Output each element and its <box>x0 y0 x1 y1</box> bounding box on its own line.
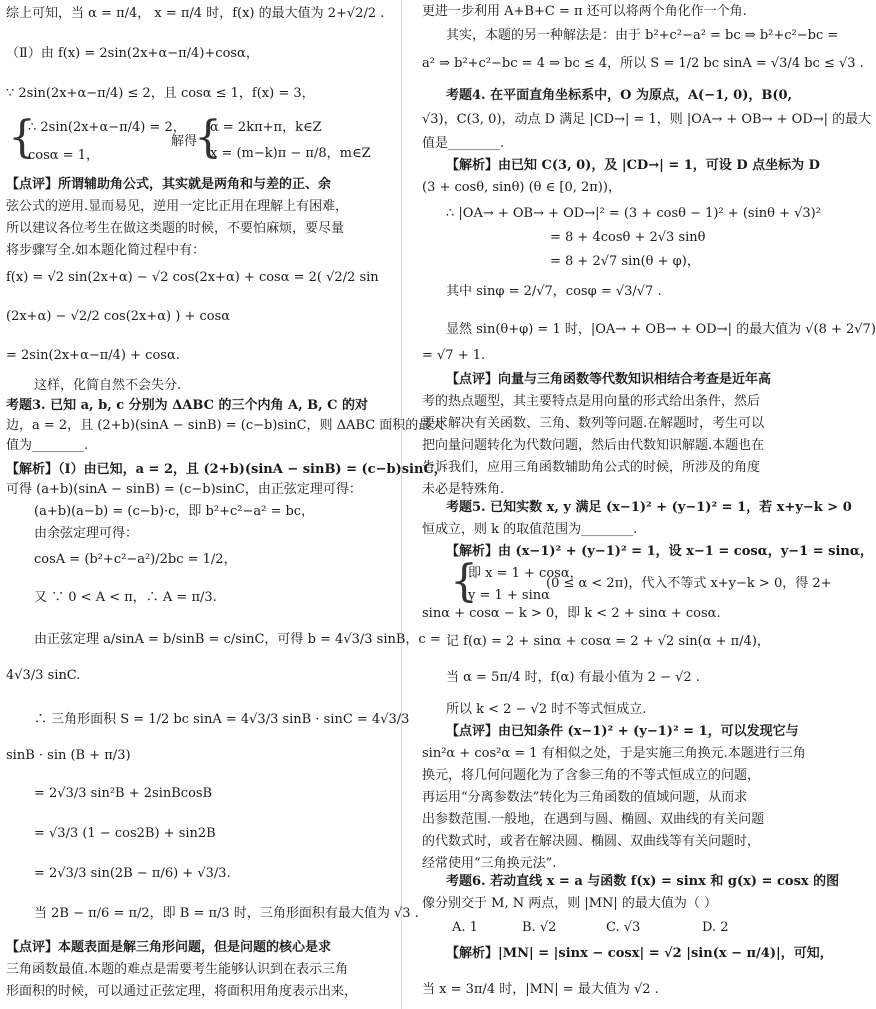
text-line: α = 2kπ+π，k∈Z <box>210 120 322 135</box>
problem-heading: 考题5. 已知实数 x, y 满足 (x−1)² + (y−1)² = 1，若 x+y−k > 0 <box>446 500 852 515</box>
text-line: 当 2B − π/6 = π/2，即 B = π/3 时，三角形面积有最大值为 √3 . <box>34 906 419 921</box>
option-c: C. √3 <box>606 920 641 935</box>
text-line: x = (m−k)π − π/8，m∈Z <box>210 146 371 161</box>
problem-heading: 考题4. 在平面直角坐标系中，O 为原点，A(−1, 0)，B(0, <box>446 88 793 103</box>
brace-symbol: { <box>450 556 478 607</box>
text-line: 的代数式时，或者在解决圆、椭圆、双曲线等有关问题时， <box>422 834 761 849</box>
text-line: 更进一步利用 A+B+C = π 还可以将两个角化作一个角. <box>422 4 747 19</box>
text-line: 要求解决有关函数、三角、数列等问题.在解题时，考生可以 <box>422 416 765 431</box>
text-line: 未必是特殊角. <box>422 482 505 497</box>
comment-heading: 【点评】由已知条件 (x−1)² + (y−1)² = 1，可以发现它与 <box>446 724 799 739</box>
text-line: 值是________. <box>422 136 505 151</box>
text-line: (a+b)(a−b) = (c−b)·c，即 b²+c²−a² = bc， <box>34 504 315 519</box>
brace-symbol: { <box>8 112 36 163</box>
column-divider <box>401 0 402 1009</box>
text-line: 由余弦定理可得： <box>34 526 139 541</box>
text-line: y = 1 + sinα <box>468 588 550 603</box>
text-line: (3 + cosθ, sinθ) (θ ∈ [0, 2π))， <box>422 180 621 195</box>
text-line: 形面积的时候，可以通过正弦定理，将面积用角度表示出来， <box>6 984 358 999</box>
problem-heading: 考题3. 已知 a, b, c 分别为 ΔABC 的三个内角 A, B, C 的对 <box>6 398 369 413</box>
text-line: 当 α = 5π/4 时，f(α) 有最小值为 2 − √2 . <box>446 670 700 685</box>
text-line: 这样，化简自然不会失分. <box>34 378 182 393</box>
text-line: = √7 + 1. <box>422 348 486 363</box>
text-line: cosα = 1， <box>28 148 99 163</box>
text-line: 所以建议各位考生在做这类题的时候，不要怕麻烦，要尽量 <box>6 221 345 236</box>
text-line: 显然 sin(θ+φ) = 1 时，|OA→ + OB→ + OD→| 的最大值为 √(8 + 2√7) <box>446 322 876 337</box>
text-line: a² ⇒ b²+c²−bc = 4 ⇒ bc ≤ 4，所以 S = 1/2 bc sinA = √3/4 bc ≤ √3 . <box>422 56 864 71</box>
text-line: 其实，本题的另一种解法是：由于 b²+c²−a² = bc ⇒ b²+c²−bc = <box>446 28 839 43</box>
text-line: ∵ 2sin(2x+α−π/4) ≤ 2，且 cosα ≤ 1，f(x) = 3， <box>6 86 315 101</box>
text-line: 三角函数最值.本题的难点是需要考生能够认识到在表示三角 <box>6 962 349 977</box>
text-line: ∴ |OA→ + OB→ + OD→|² = (3 + cosθ − 1)² + (sinθ + √3)² <box>446 206 821 221</box>
text-line: = 8 + 4cosθ + 2√3 sinθ <box>550 230 706 245</box>
text-line: 记 f(α) = 2 + sinα + cosα = 2 + √2 sin(α + π/4)， <box>446 634 770 649</box>
text-line: ∴ 三角形面积 S = 1/2 bc sinA = 4√3/3 sinB · sinC = 4√3/3 <box>34 712 410 727</box>
brace-symbol: { <box>194 112 222 163</box>
option-d: D. 2 <box>702 920 729 935</box>
solution-heading: 【解析】|MN| = |sinx − cosx| = √2 |sin(x − π/4)|，可知， <box>446 946 833 961</box>
text-line: ∴ 2sin(2x+α−π/4) = 2， <box>28 120 186 135</box>
text-line: 又 ∵ 0 < A < π，∴ A = π/3. <box>34 590 217 605</box>
solution-heading: 【解析】（Ⅰ）由已知，a = 2，且 (2+b)(sinA − sinB) = (c−b)sinC， <box>6 462 447 477</box>
text-line: 4√3/3 sinC. <box>6 668 81 683</box>
text-line: = 2sin(2x+α−π/4) + cosα. <box>6 348 180 363</box>
text-line: cosA = (b²+c²−a²)/2bc = 1/2， <box>34 552 237 567</box>
text-line: 考的热点题型，其主要特点是用向量的形式给出条件，然后 <box>422 394 761 409</box>
comment-heading: 【点评】所谓辅助角公式，其实就是两角和与差的正、余 <box>6 177 332 192</box>
text-line: 其中 sinφ = 2/√7，cosφ = √3/√7 . <box>446 284 662 299</box>
text-line: √3)，C(3, 0)，动点 D 满足 |CD→| = 1，则 |OA→ + OB→ + OD→| 的最大 <box>422 112 872 127</box>
comment-heading: 【点评】向量与三角函数等代数知识相结合考查是近年高 <box>446 372 772 387</box>
problem-heading: 考题6. 若动直线 x = a 与函数 f(x) = sinx 和 g(x) = cosx 的图 <box>446 874 840 889</box>
text-line: 值为________. <box>6 438 89 453</box>
comment-heading: 【点评】本题表面是解三角形问题，但是问题的核心是求 <box>6 940 332 955</box>
text-line: 所以 k < 2 − √2 时不等式恒成立. <box>446 702 647 717</box>
text-line: 由正弦定理 a/sinA = b/sinB = c/sinC，可得 b = 4√3/3 sinB，c = <box>34 632 441 647</box>
text-line: 告诉我们，应用三角函数辅助角公式的时候，所涉及的角度 <box>422 460 761 475</box>
text-line: = 2√3/3 sin(2B − π/6) + √3/3. <box>34 866 231 881</box>
text-line: = 2√3/3 sin²B + 2sinBcosB <box>34 786 213 801</box>
text-line: sin²α + cos²α = 1 有相似之处，于是实施三角换元.本题进行三角 <box>422 746 806 761</box>
text-line: sinα + cosα − k > 0，即 k < 2 + sinα + cosα. <box>422 606 721 621</box>
text-line: 即 x = 1 + cosα， <box>468 566 583 581</box>
text-line: = √3/3 (1 − cos2B) + sin2B <box>34 826 216 841</box>
text-line: 经常使用“三角换元法”. <box>422 856 557 871</box>
text-line: 边，a = 2，且 (2+b)(sinA − sinB) = (c−b)sinC，则 ΔABC 面积的最大 <box>6 418 445 433</box>
text-line: 换元，将几何问题化为了含参三角的不等式恒成立的问题， <box>422 768 761 783</box>
option-a: A. 1 <box>452 920 478 935</box>
option-b: B. √2 <box>522 920 557 935</box>
text-line: (0 ≤ α < 2π)，代入不等式 x+y−k > 0，得 2+ <box>546 576 832 591</box>
text-line: 弦公式的逆用.显而易见，逆用一定比正用在理解上有困难， <box>6 199 349 214</box>
text-line: sinB · sin (B + π/3) <box>6 748 131 763</box>
text-line: 把向量问题转化为代数问题，然后由代数知识解题.本题也在 <box>422 438 765 453</box>
text-line: (2x+α) − √2/2 cos(2x+α) ) + cosα <box>6 309 231 324</box>
text-line: = 8 + 2√7 sin(θ + φ)， <box>550 254 700 269</box>
text-line: 恒成立，则 k 的取值范围为________. <box>422 522 638 537</box>
text-line: 综上可知，当 α = π/4， x = π/4 时，f(x) 的最大值为 2+√2/2 . <box>6 6 385 21</box>
text-line: 再运用“分离参数法”转化为三角函数的值域问题，从而求 <box>422 790 748 805</box>
text-line: 当 x = 3π/4 时，|MN| = 最大值为 √2 . <box>422 982 659 997</box>
solution-heading: 【解析】由已知 C(3, 0)，及 |CD→| = 1，可设 D 点坐标为 D <box>446 158 820 173</box>
solution-heading: 【解析】由 (x−1)² + (y−1)² = 1，设 x−1 = cosα，y−1 = sinα， <box>446 544 873 559</box>
text-line: （Ⅱ）由 f(x) = 2sin(2x+α−π/4)+cosα， <box>6 46 259 61</box>
text-line: 解得 <box>171 134 198 149</box>
text-line: 像分别交于 M, N 两点，则 |MN| 的最大值为（ ） <box>422 896 718 911</box>
text-line: 出参数范围.一般地，在遇到与圆、椭圆、双曲线的有关问题 <box>422 812 765 827</box>
text-line: 将步骤写全.如本题化简过程中有： <box>6 243 206 258</box>
text-line: 可得 (a+b)(sinA − sinB) = (c−b)sinC，由正弦定理可得： <box>6 482 362 497</box>
text-line: f(x) = √2 sin(2x+α) − √2 cos(2x+α) + cosα = 2( √2/2 sin <box>6 270 379 285</box>
